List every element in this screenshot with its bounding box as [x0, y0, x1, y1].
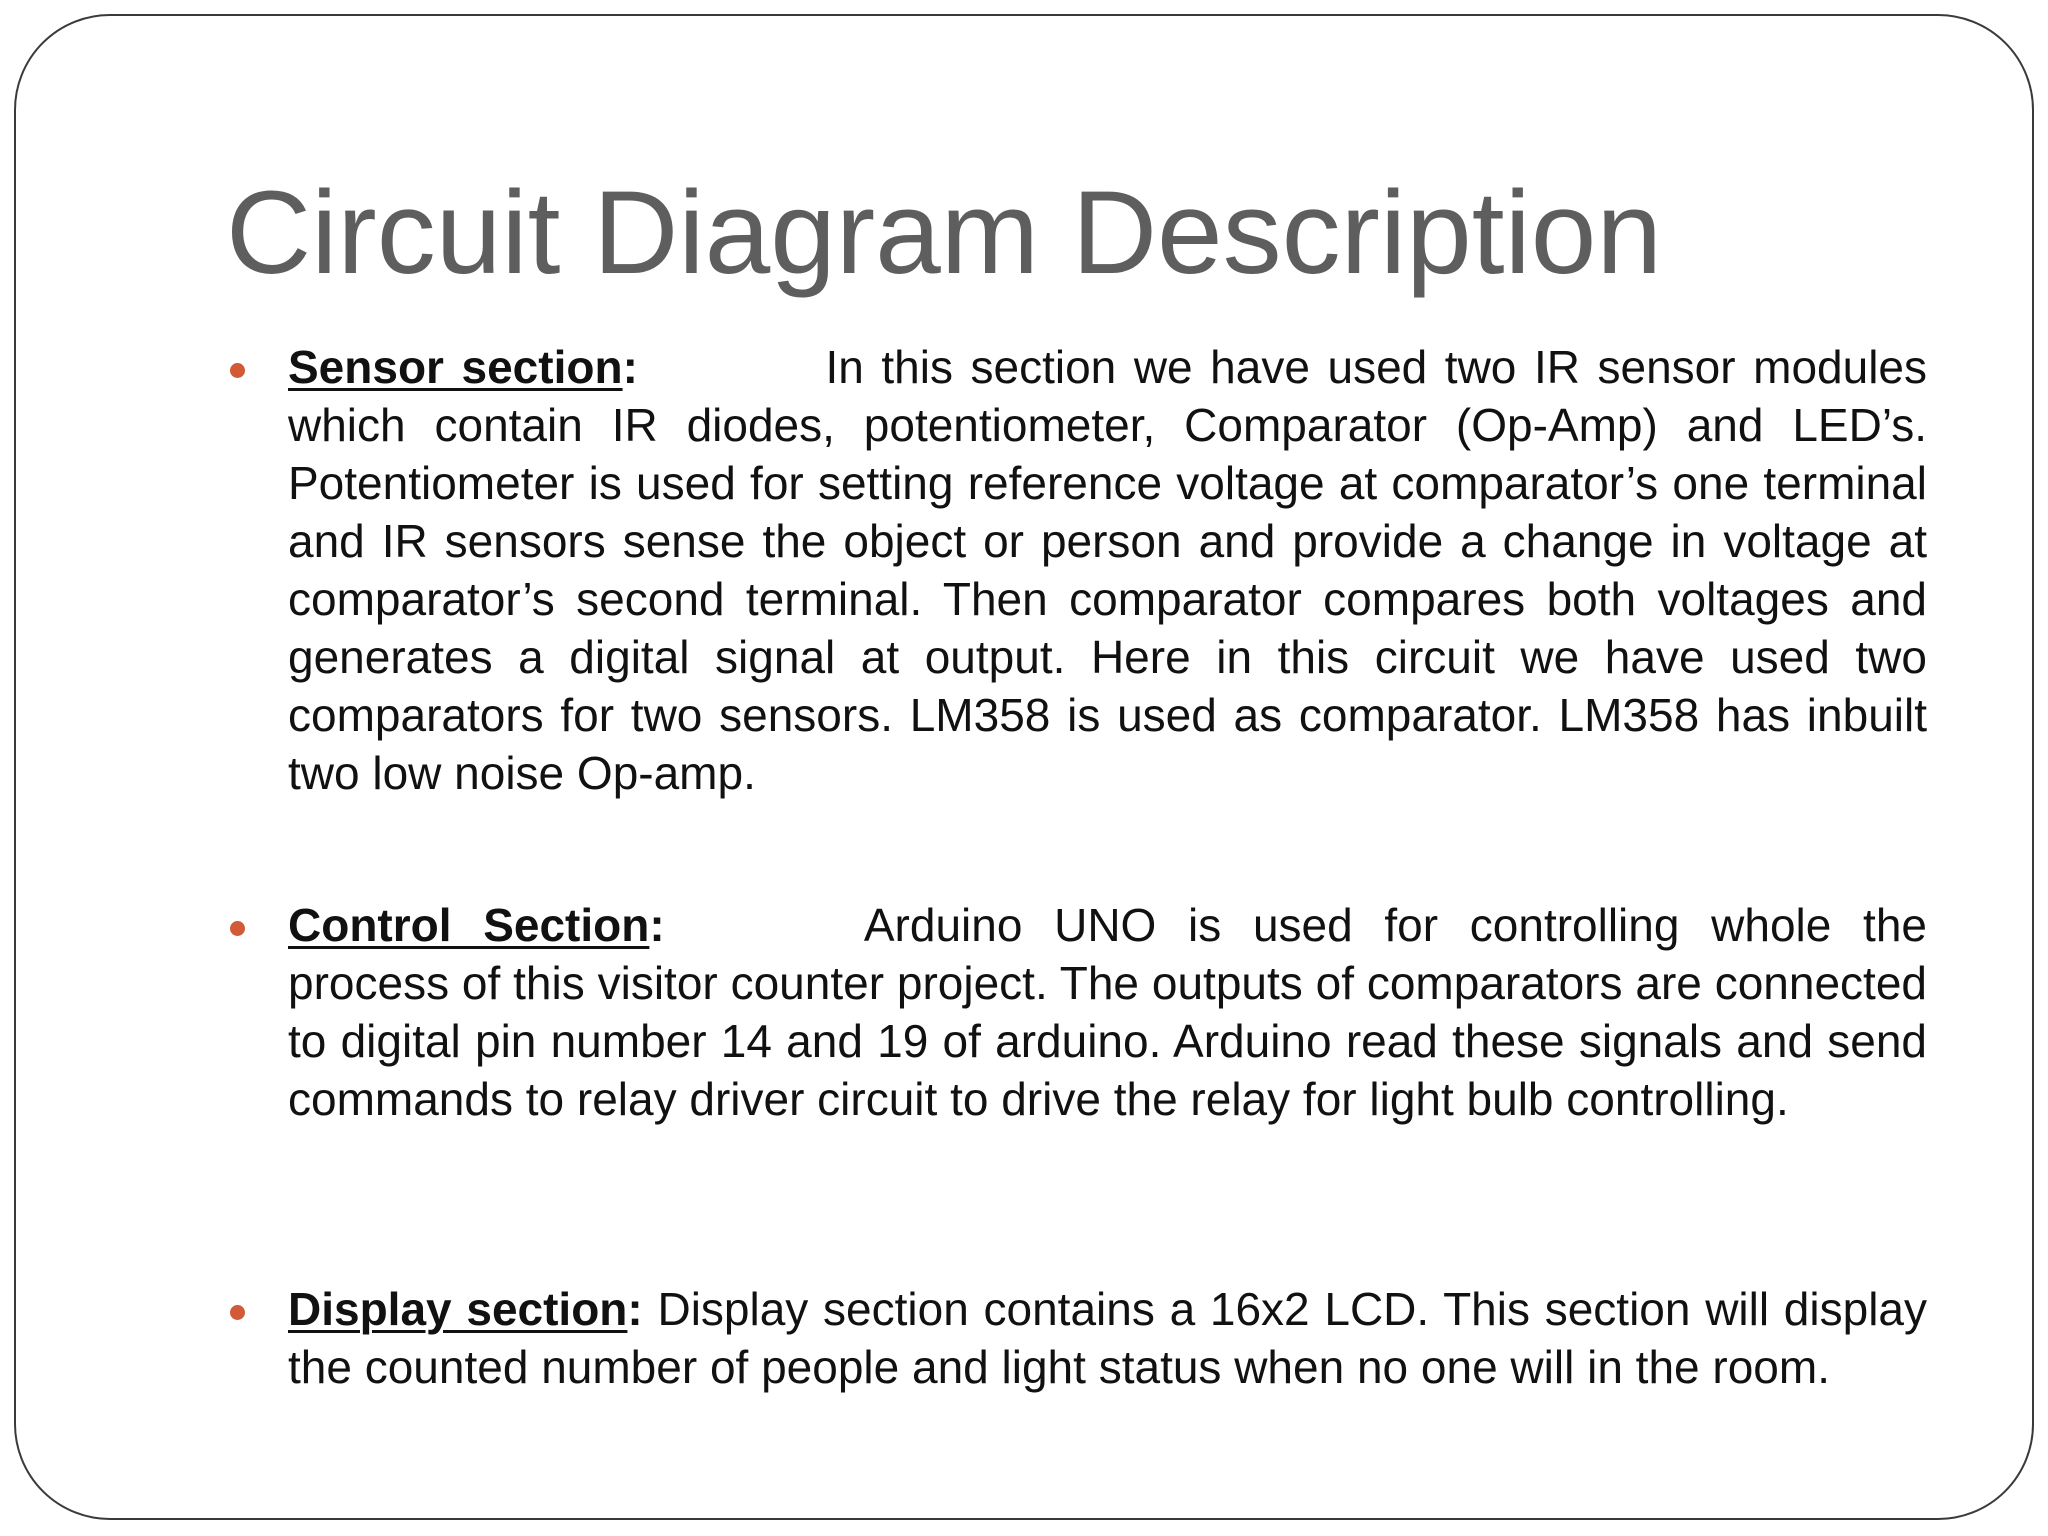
- bullet-heading-display-section: Display section: [288, 1283, 628, 1335]
- bullet-heading-colon: :: [627, 1283, 643, 1335]
- slide-title: Circuit Diagram Description: [226, 167, 1663, 299]
- bullet-heading-colon: :: [649, 899, 665, 951]
- bullet-text-sensor-section: [288, 338, 1927, 802]
- bullet-description-sensor-section: In this section we have used two IR sensor modules which contain IR diodes, potentiometer, Comparator (Op-Amp) and LED’s. Potentiometer is used for setting reference voltage at comparator’s one terminal and IR sensors sense the object or person and provide a change in voltage at comparator’s second terminal. Then comparator compares both voltages and generates a digital signal at output. Here in this circuit we have used two comparators for two sensors. LM358 is used as comparator. LM358 has inbuilt two low noise Op-amp.: [288, 341, 1927, 799]
- bullet-dot-icon: [230, 921, 245, 936]
- bullet-heading-control-section: Control Section: [288, 899, 650, 951]
- bullet-description-display-section: Display section contains a 16x2 LCD. This section will display the counted number of people and light status when no one will in the room.: [288, 1283, 1927, 1393]
- bullet-description-control-section: Arduino UNO is used for controlling whole the process of this visitor counter project. The outputs of comparators are connected to digital pin number 14 and 19 of arduino. Arduino read these signals and send commands to relay driver circuit to drive the relay for light bulb controlling.: [288, 899, 1927, 1125]
- bullet-dot-icon: [230, 1305, 245, 1320]
- bullet-text-control-section: [288, 896, 1927, 1128]
- bullet-heading-sensor-section: Sensor section: [288, 341, 623, 393]
- bullet-dot-icon: [230, 363, 245, 378]
- bullet-text-display-section: [288, 1280, 1927, 1396]
- bullet-heading-colon: :: [622, 341, 638, 393]
